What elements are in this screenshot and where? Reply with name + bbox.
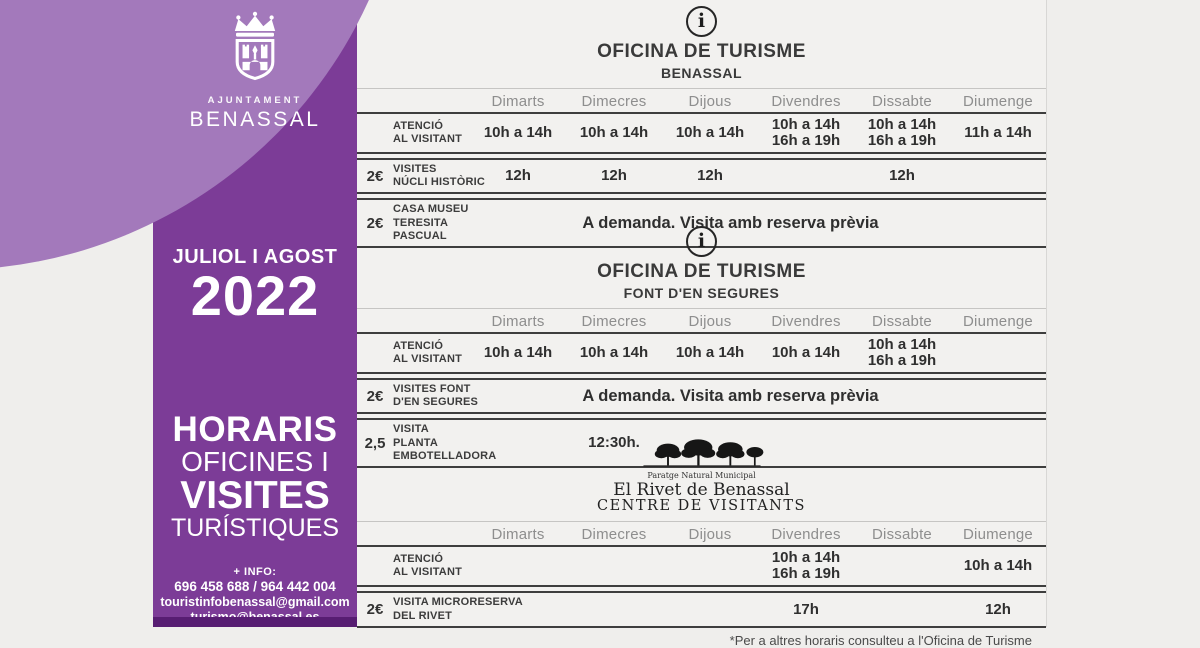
day-header-dijous: Dijous	[688, 312, 732, 330]
ajuntament-logo	[153, 12, 357, 132]
row-label-line: VISITA MICRORESERVA	[393, 596, 523, 609]
schedule-row	[357, 332, 1046, 374]
poster-title-line2: OFICINES I	[181, 445, 329, 477]
logo-org-label: AJUNTAMENT	[207, 95, 303, 106]
day-header-divendres: Divendres	[771, 526, 841, 544]
time-line: 12h	[985, 600, 1011, 618]
time-line: 10h a 14h	[771, 549, 841, 567]
period-months: JULIOL I AGOST	[172, 246, 338, 268]
poster	[153, 0, 1047, 648]
schedule-row	[357, 112, 1046, 154]
time-cell-divendres	[758, 117, 854, 149]
spanned-note-cell: A demanda. Visita amb reserva prèvia	[582, 386, 879, 405]
row-label-line: EMBOTELLADORA	[393, 449, 497, 462]
day-header-divendres: Divendres	[771, 92, 841, 110]
time-line: 10h a 14h	[579, 123, 649, 141]
time-line: 10h a 14h	[579, 343, 649, 361]
schedule-row	[357, 378, 1046, 414]
time-line: 10h a 14h	[675, 343, 745, 361]
schedule-table-benassal	[357, 88, 1046, 248]
price-cell: 2€	[366, 387, 384, 405]
day-header-divendres: Divendres	[771, 312, 841, 330]
time-cell-dissabte	[854, 117, 950, 149]
section-subtitle: FONT D'EN SEGURES	[623, 284, 780, 301]
time-line: 10h a 14h	[483, 343, 553, 361]
time-cell-dijous	[662, 168, 758, 184]
day-header-diumenge: Diumenge	[963, 92, 1033, 110]
row-label-line: DEL RIVET	[393, 609, 453, 622]
period-block	[153, 246, 357, 327]
rivet-title: El Rivet de Benassal	[613, 479, 790, 500]
time-line: 16h a 19h	[867, 131, 937, 149]
contact-phone: 696 458 688 / 964 442 004	[174, 578, 336, 594]
time-line: 12:30h.	[588, 434, 640, 452]
time-line: 10h a 14h	[963, 557, 1033, 575]
poster-title	[153, 412, 357, 542]
logo-name-label: BENASSAL	[189, 108, 321, 131]
time-cell-dissabte	[854, 337, 950, 369]
section-title: OFICINA DE TURISME	[597, 41, 806, 62]
crest-icon	[219, 12, 291, 88]
time-cell-dimecres	[566, 345, 662, 361]
day-header-dissabte: Dissabte	[872, 526, 932, 544]
time-line: 16h a 19h	[771, 131, 841, 149]
day-header-dissabte: Dissabte	[872, 92, 932, 110]
row-label-line: ATENCIÓ	[393, 119, 444, 132]
row-label-spacer	[357, 93, 470, 110]
row-label-line: AL VISITANT	[393, 566, 463, 579]
schedule-row	[357, 158, 1046, 194]
row-label-line: VISITES	[393, 162, 437, 175]
info-icon: i	[686, 226, 717, 257]
time-line: 10h a 14h	[771, 343, 841, 361]
time-line: 12h	[889, 167, 915, 185]
poster-title-line3: VISITES	[180, 474, 330, 518]
section-header	[357, 226, 1046, 302]
price-cell: 2€	[366, 214, 384, 232]
time-line: 16h a 19h	[771, 565, 841, 583]
sidebar-bottom-band	[153, 617, 357, 627]
spanned-note-cell: A demanda. Visita amb reserva prèvia	[582, 213, 879, 232]
time-cell-dimarts	[470, 168, 566, 184]
time-cell-divendres	[758, 602, 854, 618]
section-oficina-benassal	[357, 6, 1046, 252]
poster-title-line1: HORARIS	[172, 410, 338, 449]
day-header-diumenge: Diumenge	[963, 312, 1033, 330]
row-label	[393, 596, 523, 622]
schedule-row	[357, 545, 1046, 587]
time-cell-dimecres	[566, 168, 662, 184]
rivet-subtitle: CENTRE DE VISITANTS	[597, 498, 806, 515]
section-subtitle: BENASSAL	[660, 64, 742, 81]
price-cell: 2€	[366, 601, 384, 619]
row-label-spacer	[357, 526, 470, 543]
section-header	[357, 438, 1046, 515]
time-cell-dimarts	[470, 345, 566, 361]
time-line: 10h a 14h	[483, 123, 553, 141]
time-line: 10h a 14h	[867, 115, 937, 133]
rivet-caption: Paratge Natural Municipal	[647, 471, 756, 480]
day-header-dijous: Dijous	[688, 92, 732, 110]
day-header-dimecres: Dimecres	[581, 312, 647, 330]
time-line: 10h a 14h	[675, 123, 745, 141]
price-cell: 2,5	[364, 434, 386, 452]
row-label	[393, 120, 470, 146]
time-line: 11h a 14h	[964, 123, 1032, 141]
day-header-dimarts: Dimarts	[491, 92, 545, 110]
row-label-line: AL VISITANT	[393, 352, 463, 365]
time-line: 17h	[793, 600, 819, 618]
row-label-line: AL VISITANT	[393, 132, 463, 145]
contact-block	[153, 566, 357, 624]
schedule-row	[357, 591, 1046, 627]
day-header-diumenge: Diumenge	[963, 526, 1033, 544]
time-cell-dijous	[662, 345, 758, 361]
time-line: 12h	[505, 167, 531, 185]
row-label-line: PASCUAL	[393, 229, 447, 242]
time-line: 10h a 14h	[867, 335, 937, 353]
price-cell: 2€	[366, 167, 384, 185]
info-icon: i	[686, 6, 717, 37]
day-header-dissabte: Dissabte	[872, 312, 932, 330]
schedule-table-el-rivet	[357, 521, 1046, 628]
row-label	[393, 382, 479, 409]
period-year: 2022	[190, 264, 320, 327]
time-cell-diumenge	[950, 602, 1046, 618]
day-header-dimarts: Dimarts	[491, 312, 545, 330]
time-cell-dimecres	[566, 125, 662, 141]
row-label-line: VISITA	[393, 423, 429, 436]
contact-email-1: touristinfobenassal@gmail.com	[160, 594, 350, 609]
time-line: 16h a 19h	[867, 351, 937, 369]
time-cell-dimarts	[470, 125, 566, 141]
section-title: OFICINA DE TURISME	[597, 261, 806, 282]
section-header	[357, 6, 1046, 82]
day-header-dijous: Dijous	[688, 526, 732, 544]
day-header-dimarts: Dimarts	[491, 526, 545, 544]
contact-label: + INFO:	[233, 566, 277, 578]
row-label	[393, 340, 470, 366]
time-cell-dijous	[662, 125, 758, 141]
day-header-dimecres: Dimecres	[581, 92, 647, 110]
row-label-line: TERESITA	[393, 216, 449, 229]
day-header-row	[357, 88, 1046, 112]
day-header-row	[357, 308, 1046, 332]
time-line: 12h	[601, 167, 627, 185]
poster-title-line4: TURÍSTIQUES	[170, 514, 340, 542]
row-label-line: ATENCIÓ	[393, 553, 444, 566]
time-cell-diumenge	[950, 125, 1046, 141]
time-cell-divendres	[758, 550, 854, 582]
section-oficina-font-den-segures	[357, 226, 1046, 472]
row-label	[393, 553, 470, 579]
row-label-line: ATENCIÓ	[393, 339, 444, 352]
trees-icon	[632, 438, 772, 472]
row-label-line: VISITES FONT	[393, 382, 471, 395]
day-header-row	[357, 521, 1046, 545]
row-label	[393, 162, 486, 189]
row-label-line: NÚCLI HISTÒRIC	[393, 176, 486, 189]
schedule-content	[357, 0, 1046, 648]
time-line: 10h a 14h	[771, 115, 841, 133]
time-line: 12h	[697, 167, 723, 185]
day-header-dimecres: Dimecres	[581, 526, 647, 544]
time-cell-divendres	[758, 345, 854, 361]
footnote: *Per a altres horaris consulteu a l'Oficina de Turisme	[729, 632, 1032, 648]
time-cell-diumenge	[950, 558, 1046, 574]
time-cell-dissabte	[854, 168, 950, 184]
row-label-line: CASA MUSEU	[393, 203, 469, 216]
row-label-spacer	[357, 313, 470, 330]
section-el-rivet	[357, 438, 1046, 648]
row-label-line: PLANTA	[393, 436, 438, 449]
row-label-line: D'EN SEGURES	[393, 396, 479, 409]
sidebar-content	[153, 0, 357, 627]
